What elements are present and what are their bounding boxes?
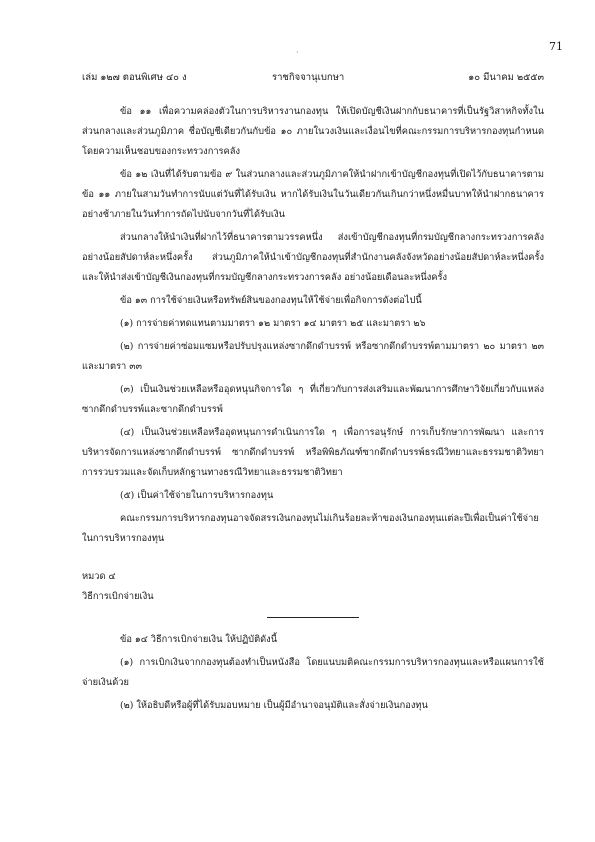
document-body bbox=[82, 102, 544, 716]
clause-13-item-4: (๔) เป็นเงินช่วยเหลือหรืออุดหนุนการดำเนินการใด ๆ เพื่อการอนุรักษ์ การเก็บรักษาการพัฒนา และการบริหารจัดการแหล่งซากดึกดำบรรพ์ ซากดึกดำบรรพ์ หรือพิพิธภัณฑ์ซากดึกดำบรรพ์ธรณีวิทยาและธรรมชาติวิทยา การรวบรวมและจัดเก็บหลักฐานทางธรณีวิทยาและธรรมชาติวิทยา bbox=[82, 427, 544, 478]
clause-13-item-2: (๒) การจ่ายค่าซ่อมแซมหรือปรับปรุงแหล่งซากดึกดำบรรพ์ หรือซากดึกดำบรรพ์ตามมาตรา ๒๐ มาตรา ๒๓ และมาตรา ๓๓ bbox=[82, 341, 544, 372]
chapter-title: วิธีการเบิกจ่ายเงิน bbox=[82, 591, 154, 602]
chapter-divider bbox=[267, 617, 359, 618]
clause-14-item-1: (๑) การเบิกเงินจากกองทุนต้องทำเป็นหนังสือ โดยแนบมติคณะกรรมการบริหารกองทุนและหรือแผนการใช้จ่ายเงินด้วย bbox=[82, 657, 544, 688]
clause-11: ข้อ ๑๑ เพื่อความคล่องตัวในการบริหารงานกองทุน ให้เปิดบัญชีเงินฝากกับธนาคารที่เป็นรัฐวิสาหกิจทั้งในส่วนกลางและส่วนภูมิภาค ชื่อบัญชีเดียวกันกับข้อ ๑๐ ภายในวงเงินและเงื่อนไขที่คณะกรรมการบริหารกองทุนกำหนดโดยความเห็นชอบของกระทรวงการคลัง bbox=[82, 106, 544, 157]
chapter-number: หมวด ๔ bbox=[82, 571, 116, 582]
volume-info: เล่ม ๑๒๗ ตอนพิเศษ ๔๐ ง bbox=[82, 72, 187, 83]
clause-14: ข้อ ๑๔ วิธีการเบิกจ่ายเงิน ให้ปฏิบัติดังนี้ bbox=[120, 634, 278, 645]
clause-13-item-1: (๑) การจ่ายค่าทดแทนตามมาตรา ๑๒ มาตรา ๑๔ มาตรา ๒๕ และมาตรา ๒๖ bbox=[120, 318, 426, 329]
page-number: 71 bbox=[549, 40, 563, 53]
clause-13: ข้อ ๑๓ การใช้จ่ายเงินหรือทรัพย์สินของกองทุนให้ใช้จ่ายเพื่อกิจการดังต่อไปนี้ bbox=[120, 295, 422, 306]
clause-12-para-2: ส่วนกลางให้นำเงินที่ฝากไว้ที่ธนาคารตามวรรคหนึ่ง ส่งเข้าบัญชีกองทุนที่กรมบัญชีกลางกระทรวงการคลัง อย่างน้อยสัปดาห์ละหนึ่งครั้ง ส่วนภูมิภาคให้นำเข้าบัญชีกองทุนที่สำนักงานคลังจังหวัดอย่างน้อยสัปดาห์ละหนึ่งครั้ง และให้นำส่งเข้าบัญชีเงินกองทุนที่กรมบัญชีกลางกระทรวงการคลัง อย่างน้อยเดือนละหนึ่งครั้ง bbox=[82, 232, 544, 283]
clause-13-item-5: (๕) เป็นค่าใช้จ่ายในการบริหารกองทุน bbox=[120, 490, 274, 501]
publication-date: ๑๐ มีนาคม ๒๕๕๓ bbox=[468, 72, 544, 83]
clause-13-para-2: คณะกรรมการบริหารกองทุนอาจจัดสรรเงินกองทุนไม่เกินร้อยละห้าของเงินกองทุนแต่ละปีเพื่อเป็นค่าใช้จ่ายในการบริหารกองทุน bbox=[82, 513, 539, 544]
gazette-header bbox=[82, 70, 544, 84]
scan-dot: · bbox=[296, 48, 299, 57]
clause-13-item-3: (๓) เป็นเงินช่วยเหลือหรืออุดหนุนกิจการใด ๆ ที่เกี่ยวกับการส่งเสริมและพัฒนาการศึกษาวิจัยเกี่ยวกับแหล่งซากดึกดำบรรพ์และซากดึกดำบรรพ์ bbox=[82, 384, 544, 415]
clause-14-item-2: (๒) ให้อธิบดีหรือผู้ที่ได้รับมอบหมาย เป็นผู้มีอำนาจอนุมัติและสั่งจ่ายเงินกองทุน bbox=[120, 700, 428, 711]
publication-name: ราชกิจจานุเบกษา bbox=[272, 72, 345, 83]
clause-12: ข้อ ๑๒ เงินที่ได้รับตามข้อ ๙ ในส่วนกลางและส่วนภูมิภาคให้นำฝากเข้าบัญชีกองทุนที่เปิดไว้กับธนาคารตามข้อ ๑๑ ภายในสามวันทำการนับแต่วันที่ได้รับเงิน หากได้รับเงินในวันเดียวกันเกินกว่าหนึ่งหมื่นบาทให้นำฝากธนาคารอย่างช้าภายในวันทำการถัดไปนับจากวันที่ได้รับเงิน bbox=[82, 169, 544, 220]
